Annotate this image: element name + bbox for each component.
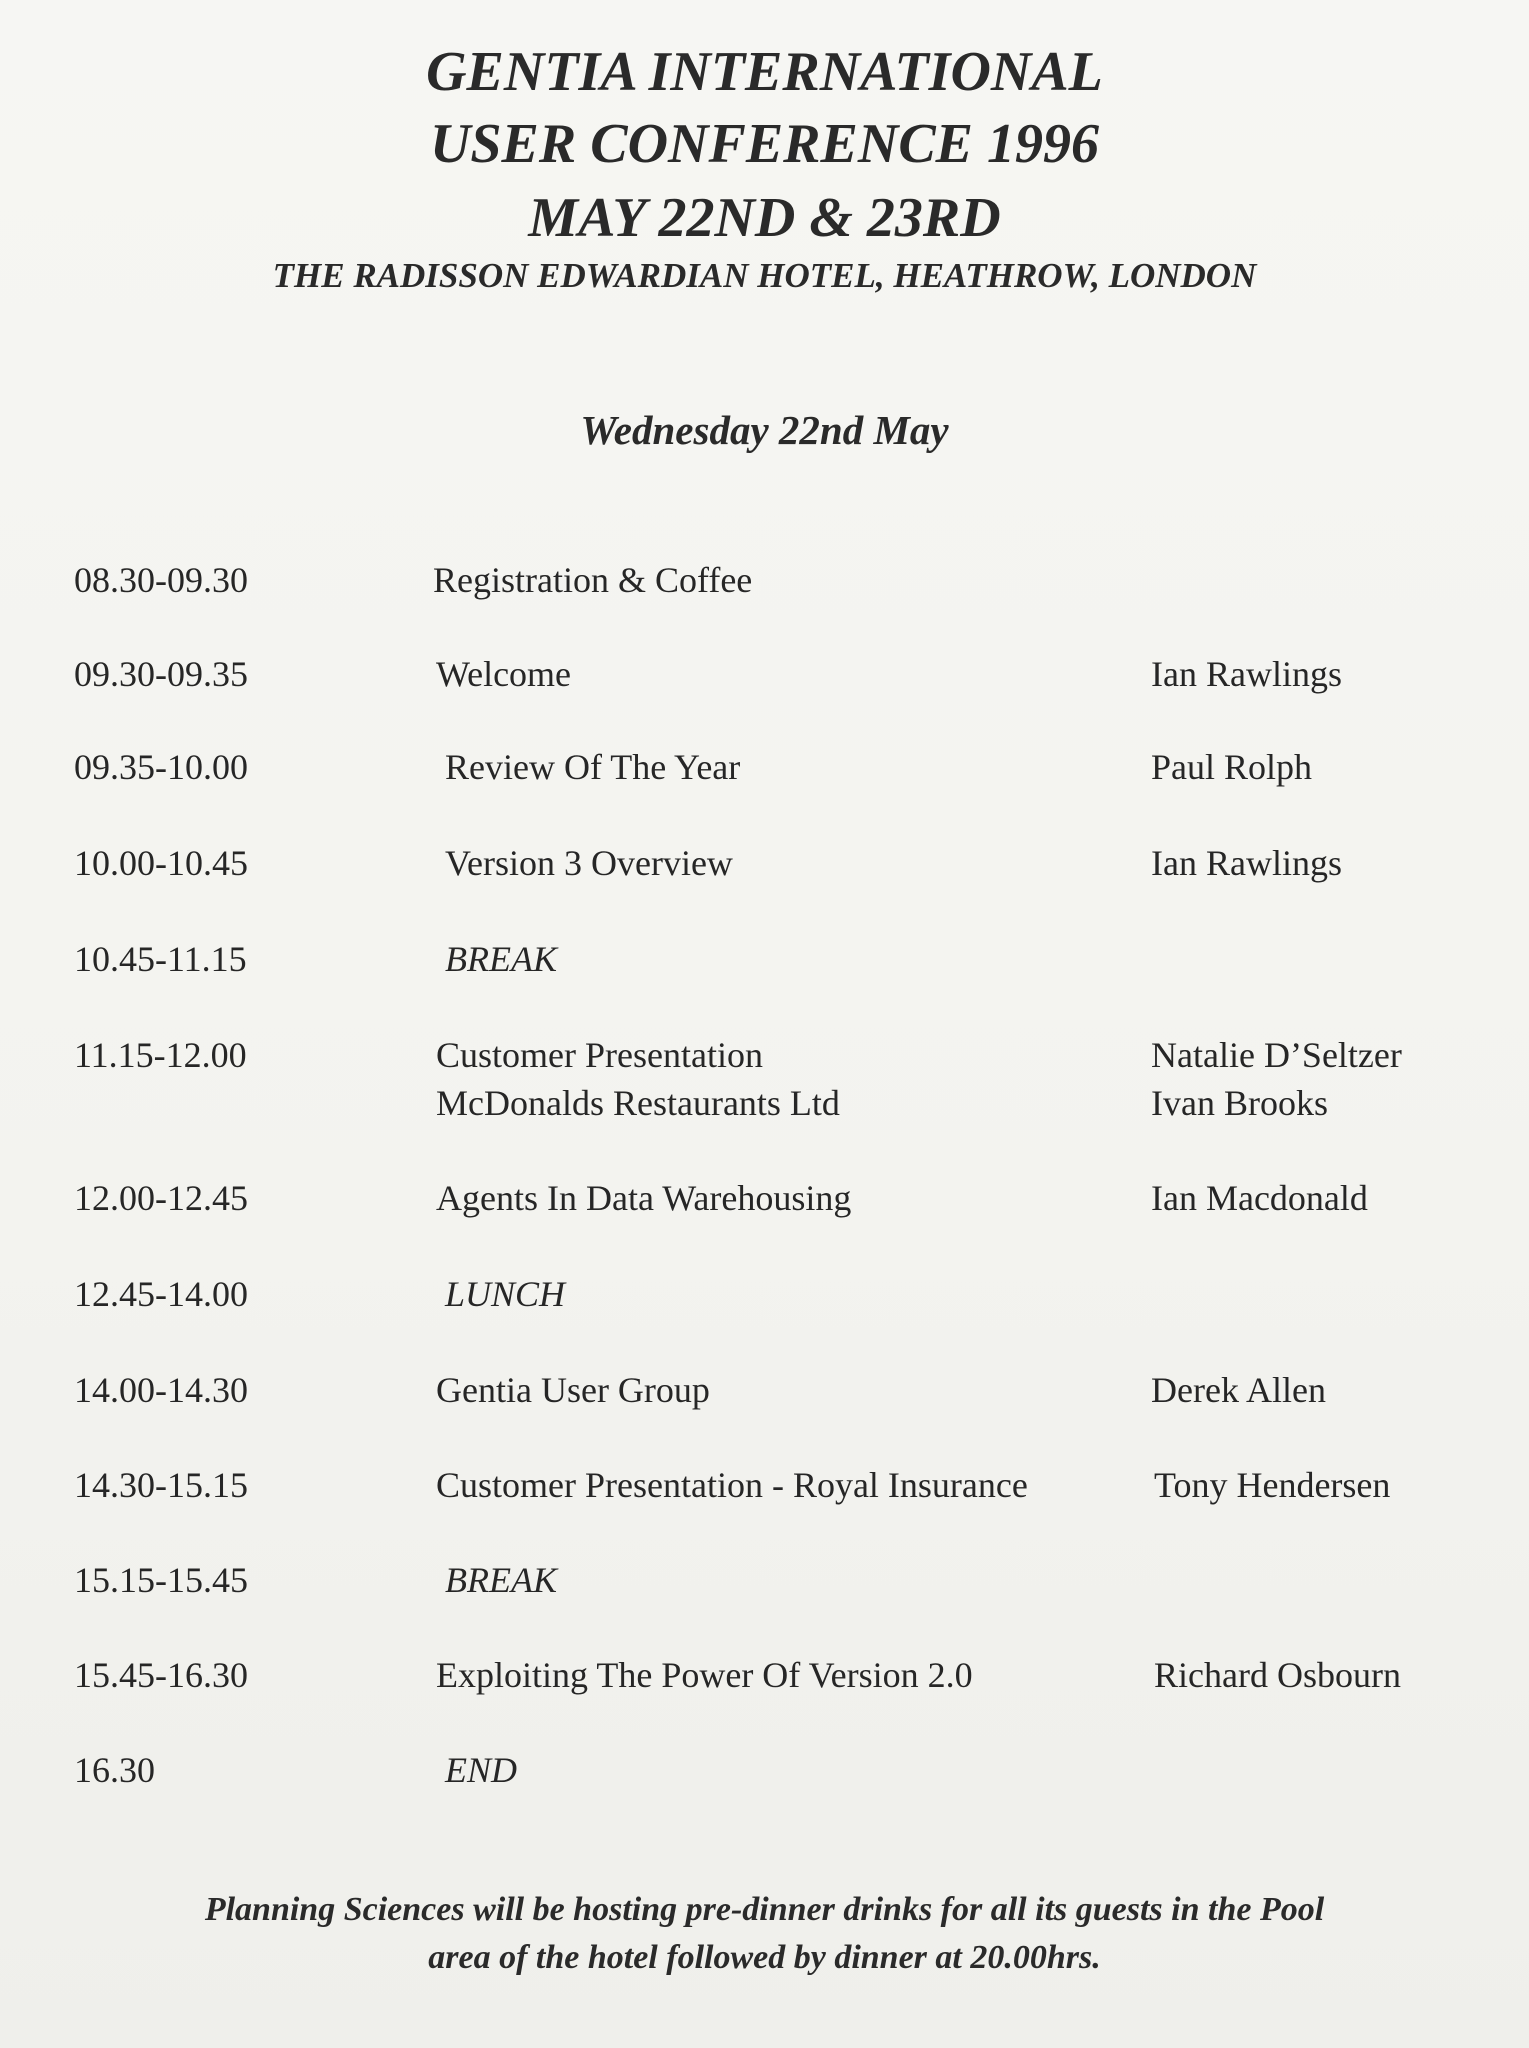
speaker-name: Richard Osbourn: [1154, 1655, 1401, 1695]
session-title-line-1: Customer Presentation: [436, 1035, 763, 1075]
time-slot: 08.30-09.30: [74, 560, 248, 600]
footer-note: [0, 1886, 1529, 1982]
schedule-row: [0, 556, 1529, 646]
session-title: Welcome: [436, 654, 572, 694]
session-title: Gentia User Group: [436, 1370, 710, 1410]
speaker-name: Paul Rolph: [1151, 747, 1313, 787]
time-slot: 15.45-16.30: [74, 1655, 248, 1695]
time-slot: 11.15-12.00: [74, 1035, 247, 1075]
schedule-row: [0, 743, 1529, 833]
schedule-row: [0, 1031, 1529, 1131]
time-slot: 09.35-10.00: [74, 747, 248, 787]
schedule-row: [0, 650, 1529, 740]
schedule-row: [0, 839, 1529, 929]
session-title: [436, 1031, 840, 1127]
title-dates: MAY 22ND & 23RD: [528, 187, 1001, 249]
time-slot: 10.00-10.45: [74, 843, 248, 883]
schedule-row: [0, 1746, 1529, 1836]
day-heading: Wednesday 22nd May: [580, 407, 949, 453]
schedule-row: [0, 1461, 1529, 1551]
time-slot: 12.45-14.00: [74, 1274, 248, 1314]
session-title: Customer Presentation - Royal Insurance: [436, 1465, 1028, 1505]
speaker-name: Ian Rawlings: [1151, 654, 1342, 694]
speaker-names: [1151, 1031, 1402, 1127]
time-slot: 16.30: [74, 1750, 155, 1790]
time-slot: 15.15-15.45: [74, 1560, 248, 1600]
speaker-name: Ivan Brooks: [1151, 1083, 1328, 1123]
speaker-name: Ian Macdonald: [1151, 1178, 1368, 1218]
speaker-name: Tony Hendersen: [1154, 1465, 1391, 1505]
session-title: Agents In Data Warehousing: [436, 1178, 852, 1218]
time-slot: 12.00-12.45: [74, 1178, 248, 1218]
schedule-row: [0, 1270, 1529, 1360]
time-slot: 14.00-14.30: [74, 1370, 248, 1410]
schedule-row: [0, 1366, 1529, 1456]
time-slot: 09.30-09.35: [74, 654, 248, 694]
schedule-row: [0, 935, 1529, 1025]
session-title: END: [445, 1750, 517, 1790]
title-line-2: USER CONFERENCE 1996: [429, 113, 1100, 175]
time-slot: 14.30-15.15: [74, 1465, 248, 1505]
session-title: Registration & Coffee: [433, 560, 753, 600]
schedule-row: [0, 1651, 1529, 1741]
session-title: Exploiting The Power Of Version 2.0: [436, 1655, 973, 1695]
title-line-1: GENTIA INTERNATIONAL: [426, 41, 1103, 103]
session-title: Version 3 Overview: [445, 843, 733, 883]
schedule-row: [0, 1556, 1529, 1646]
venue-line: THE RADISSON EDWARDIAN HOTEL, HEATHROW, LONDON: [272, 256, 1257, 295]
session-title: Review Of The Year: [445, 747, 741, 787]
speaker-name: Ian Rawlings: [1151, 843, 1342, 883]
speaker-name: Derek Allen: [1151, 1370, 1326, 1410]
speaker-name: Natalie D’Seltzer: [1151, 1035, 1402, 1075]
session-title: LUNCH: [445, 1274, 566, 1314]
footer-line-2: area of the hotel followed by dinner at 20.00hrs.: [428, 1939, 1101, 1976]
session-title-line-2: McDonalds Restaurants Ltd: [436, 1083, 840, 1123]
schedule-row: [0, 1174, 1529, 1264]
time-slot: 10.45-11.15: [74, 939, 247, 979]
session-title: BREAK: [445, 939, 557, 979]
session-title: BREAK: [445, 1560, 557, 1600]
footer-line-1: Planning Sciences will be hosting pre-dinner drinks for all its guests in the Pool: [204, 1891, 1325, 1928]
